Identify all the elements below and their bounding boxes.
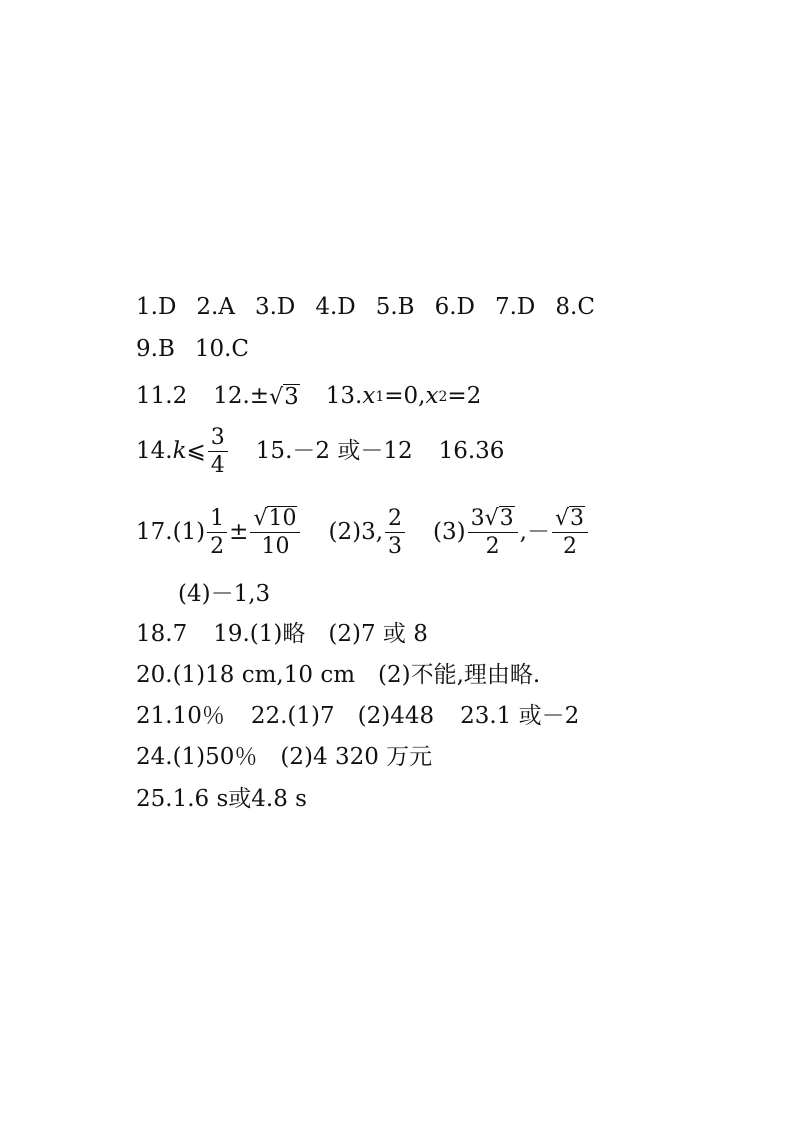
answer-22: 22.(1)7 (2)448 — [250, 703, 435, 729]
sqrt-3 — [485, 506, 515, 530]
denominator: 4 — [210, 453, 225, 479]
answer-14 — [136, 426, 230, 477]
numerator: 2 — [385, 507, 405, 533]
answer-7: 7.D — [494, 294, 536, 320]
radical-sign: √ — [484, 506, 499, 531]
numerator: 3 — [208, 426, 228, 452]
answer-18: 18.7 — [136, 621, 188, 647]
le-sign: ⩽ — [186, 438, 206, 465]
var-x2: x — [425, 383, 439, 410]
answers-row-1 — [136, 296, 595, 319]
answers-row-6 — [178, 583, 270, 606]
answer-6: 6.D — [434, 294, 475, 320]
answer-17-4: (4)－1,3 — [178, 581, 271, 607]
sub-2: 2 — [438, 388, 448, 405]
answer-17-3-label: (3) — [433, 518, 466, 545]
answer-17-2-label: (2)3, — [328, 518, 384, 545]
fraction-sqrt3-2 — [552, 506, 588, 558]
numerator — [552, 506, 588, 533]
answer-17-2 — [328, 507, 407, 558]
answer-8: 8.C — [555, 294, 595, 320]
sqrt-10 — [253, 506, 297, 530]
pm-sign: ± — [229, 518, 249, 545]
sub-1: 1 — [375, 388, 385, 405]
answer-13-eq2: =2 — [447, 383, 482, 410]
numerator: 1 — [207, 507, 227, 533]
answer-20: 20.(1)18 cm,10 cm (2)不能,理由略. — [136, 662, 541, 688]
answers-row-8 — [136, 664, 566, 687]
answer-10: 10.C — [194, 336, 250, 362]
answer-14-label: 14. — [136, 438, 173, 465]
radical-sign: √ — [554, 506, 569, 531]
answer-16: 16.36 — [438, 438, 505, 465]
answers-row-7 — [136, 623, 454, 646]
answer-17-1 — [205, 506, 302, 558]
fraction-sqrt10-10 — [250, 506, 300, 558]
answer-13-eq1: =0, — [384, 383, 426, 410]
radicand: 3 — [284, 384, 299, 410]
sqrt-3 — [269, 384, 300, 409]
answer-15: 15.－2 或－12 — [255, 438, 413, 465]
answer-24: 24.(1)50％ (2)4 320 万元 — [136, 744, 433, 770]
var-x1: x — [362, 383, 376, 410]
radical-sign: √ — [253, 506, 268, 531]
fraction-2-3 — [385, 507, 405, 558]
answer-3: 3.D — [254, 294, 296, 320]
denominator: 3 — [388, 533, 403, 559]
radicand: 10 — [268, 506, 297, 531]
fraction-3sqrt3-2 — [468, 506, 518, 558]
answer-2: 2.A — [196, 294, 235, 320]
answer-11: 11.2 — [136, 383, 188, 410]
answers-row-5 — [136, 506, 590, 558]
answer-17-3-sep: ,－ — [519, 518, 550, 545]
answer-17-label: 17.(1) — [136, 518, 206, 545]
answer-19: 19.(1)略 (2)7 或 8 — [213, 621, 428, 647]
answer-9: 9.B — [136, 336, 175, 362]
answer-23: 23.1 或－2 — [460, 703, 580, 729]
denominator: 10 — [261, 534, 290, 560]
radical-sign: √ — [269, 385, 284, 411]
answers-row-11 — [136, 788, 333, 811]
radicand: 3 — [499, 506, 514, 531]
radicand: 3 — [569, 506, 584, 531]
answers-row-10 — [136, 746, 458, 769]
answer-25: 25.1.6 s或4.8 s — [136, 786, 307, 812]
answer-4: 4.D — [315, 294, 356, 320]
numerator — [468, 506, 518, 533]
fraction-1-2 — [207, 507, 227, 558]
answers-row-3 — [136, 384, 507, 409]
answers-row-9 — [136, 705, 605, 728]
answer-12-label: 12. — [213, 383, 250, 410]
answer-12-pm: ± — [249, 383, 270, 410]
answer-13-label: 13. — [325, 383, 363, 410]
coefficient: 3 — [470, 506, 485, 531]
answer-17-3 — [433, 506, 590, 558]
numerator — [250, 506, 300, 533]
fraction-3-4 — [208, 426, 228, 477]
denominator: 2 — [210, 533, 225, 559]
answer-5: 5.B — [375, 294, 415, 320]
var-k: k — [172, 438, 187, 465]
answers-row-4 — [136, 426, 530, 477]
answer-12 — [213, 384, 300, 409]
denominator: 2 — [562, 534, 577, 560]
answer-1: 1.D — [136, 294, 177, 320]
answers-row-2 — [136, 338, 275, 361]
sqrt-3 — [555, 506, 585, 530]
answer-13 — [326, 385, 482, 408]
answer-21: 21.10％ — [136, 703, 225, 729]
denominator: 2 — [485, 534, 500, 560]
